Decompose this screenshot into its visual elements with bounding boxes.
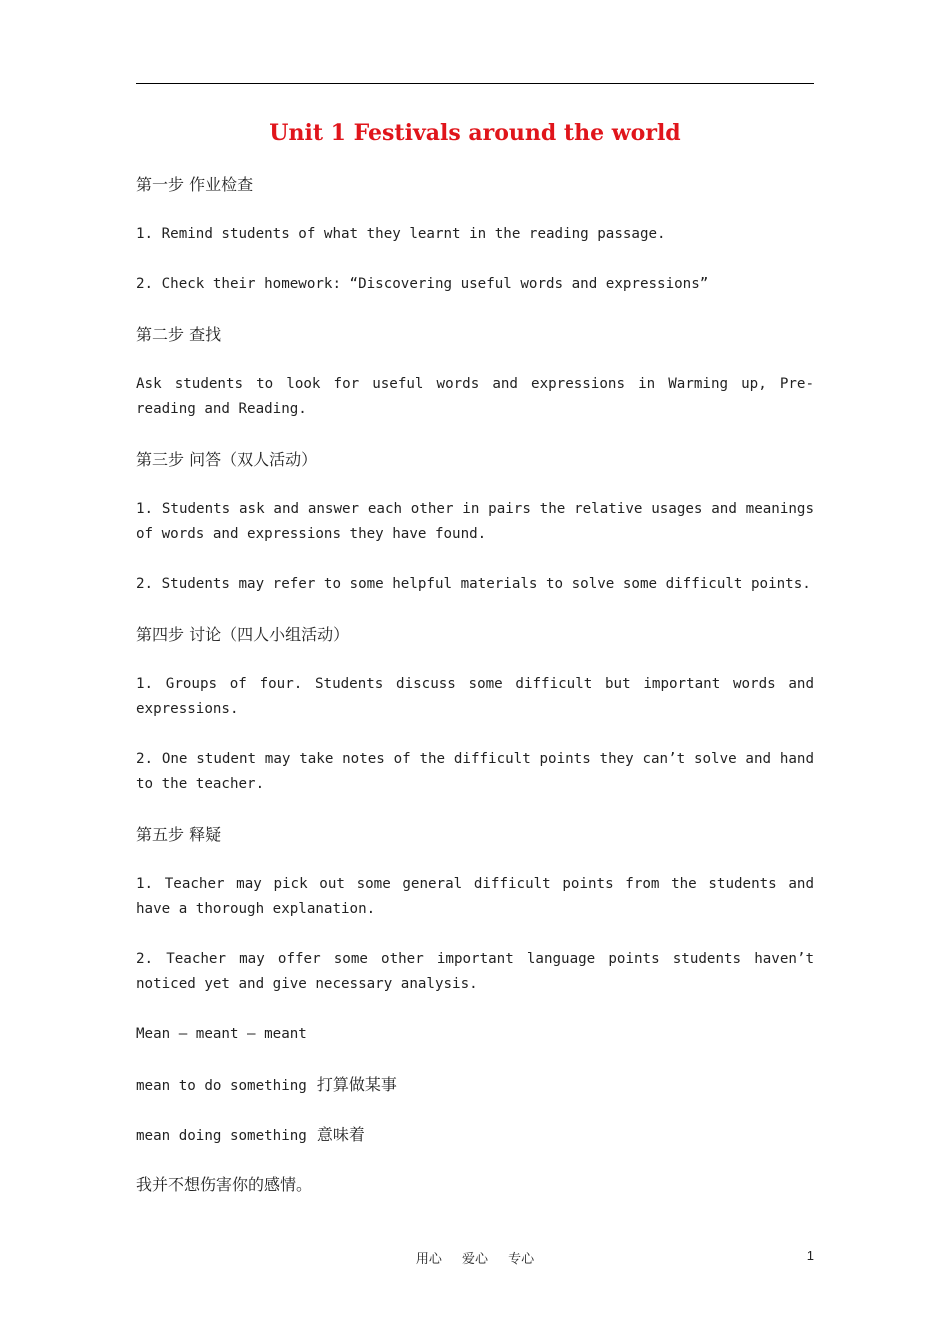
example-sentence: 我并不想伤害你的感情。 <box>136 1175 313 1194</box>
header-rule <box>136 83 814 84</box>
step-1-heading: 第一步 作业检查 <box>136 175 254 194</box>
step-1-paragraph-2: 2. Check their homework: “Discovering useful words and expressions” <box>136 276 709 292</box>
step-5-heading: 第五步 释疑 <box>136 825 222 844</box>
vocab-item-2 <box>136 1122 814 1147</box>
step-3-paragraph-2: 2. Students may refer to some helpful materials to solve some difficult points. <box>136 576 811 592</box>
vocab-item-1 <box>136 1072 814 1097</box>
vocab-item-2-chinese: 意味着 <box>316 1125 365 1144</box>
vocab-item-2-english: mean doing something <box>136 1128 307 1144</box>
step-3-paragraph-1: 1. Students ask and answer each other in pairs the relative usages and meanings of words and expressions they have found. <box>136 501 814 542</box>
step-5-paragraph-1: 1. Teacher may pick out some general difficult points from the students and have a thorough explanation. <box>136 876 814 917</box>
footer-motto-1: 用心 <box>415 1252 442 1267</box>
vocab-verb-forms: Mean — meant — meant <box>136 1026 307 1042</box>
step-1-paragraph-1: 1. Remind students of what they learnt in the reading passage. <box>136 226 666 242</box>
document-body <box>136 172 814 1197</box>
footer-motto-2: 爱心 <box>461 1252 488 1267</box>
footer-motto-3: 专心 <box>508 1252 535 1267</box>
step-3-heading: 第三步 问答（双人活动） <box>136 450 318 469</box>
step-2-heading: 第二步 查找 <box>136 325 222 344</box>
step-4-heading: 第四步 讨论（四人小组活动） <box>136 625 350 644</box>
step-4-paragraph-1: 1. Groups of four. Students discuss some difficult but important words and expressions. <box>136 676 814 717</box>
step-5-paragraph-2: 2. Teacher may offer some other important language points students haven’t noticed yet and give necessary analysis. <box>136 951 814 992</box>
step-4-paragraph-2: 2. One student may take notes of the difficult points they can’t solve and hand to the teacher. <box>136 751 814 792</box>
document-title: Unit 1 Festivals around the world <box>269 120 681 146</box>
vocab-item-1-english: mean to do something <box>136 1078 307 1094</box>
vocab-item-1-chinese: 打算做某事 <box>316 1075 397 1094</box>
page-number: 1 <box>806 1248 814 1263</box>
step-2-paragraph-1: Ask students to look for useful words and expressions in Warming up, Pre-reading and Reading. <box>136 376 814 417</box>
